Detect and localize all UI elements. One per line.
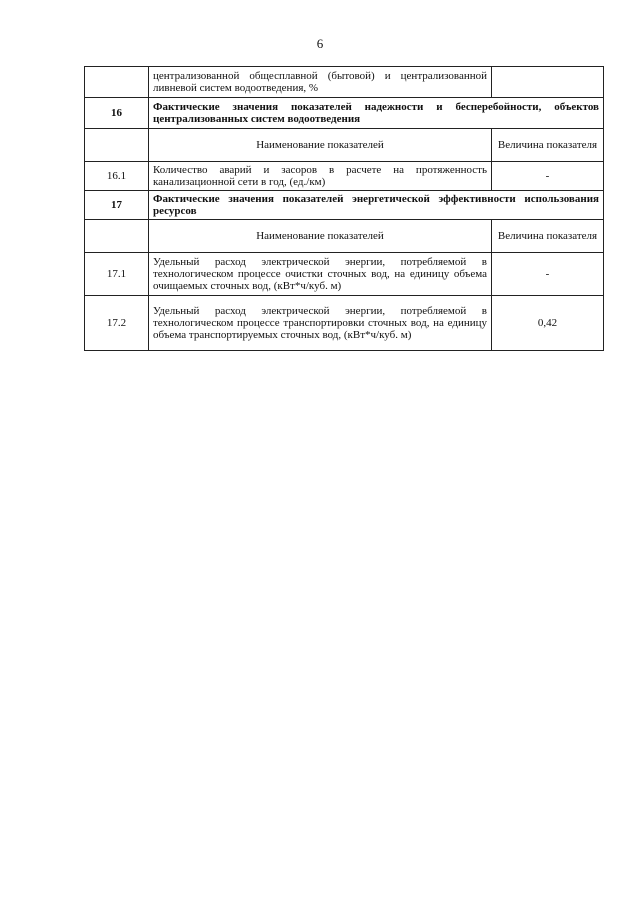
- section-number-cell: 17: [85, 191, 149, 220]
- column-header-row: [85, 129, 604, 162]
- page-number: 6: [316, 36, 324, 51]
- table-row: [85, 67, 604, 98]
- row-number-cell: 17.2: [85, 296, 149, 351]
- indicator-value-cell: 0,42: [492, 296, 604, 351]
- section-header-row: [85, 98, 604, 129]
- table-row: [85, 296, 604, 351]
- section-header-row: [85, 191, 604, 220]
- column-header-value: Величина показателя: [492, 220, 604, 253]
- indicator-name-cell: Удельный расход электрической энергии, потребляемой в технологическом процессе транспортировки сточных вод, на единицу объема транспортируемых сточных вод, (кВт*ч/куб. м): [149, 296, 492, 351]
- indicators-table: [84, 66, 604, 351]
- table-row: [85, 253, 604, 296]
- indicator-value-cell: -: [492, 253, 604, 296]
- indicator-value-cell: -: [492, 162, 604, 191]
- section-title-cell: Фактические значения показателей надежности и бесперебойности, объектов централизованных систем водоотведения: [149, 98, 604, 129]
- column-header-row: [85, 220, 604, 253]
- indicator-name-cell: централизованной общесплавной (бытовой) и централизованной ливневой систем водоотведения, %: [149, 67, 492, 98]
- column-header-name: Наименование показателей: [149, 220, 492, 253]
- indicator-value-cell: [492, 67, 604, 98]
- indicator-name-cell: Количество аварий и засоров в расчете на протяженность канализационной сети в год, (ед./км): [149, 162, 492, 191]
- row-number-cell: 16.1: [85, 162, 149, 191]
- empty-cell: [85, 129, 149, 162]
- indicator-name-cell: Удельный расход электрической энергии, потребляемой в технологическом процессе очистки сточных вод, на единицу объема очищаемых сточных вод, (кВт*ч/куб. м): [149, 253, 492, 296]
- table-row: [85, 162, 604, 191]
- row-number-cell: 17.1: [85, 253, 149, 296]
- empty-cell: [85, 220, 149, 253]
- column-header-value: Величина показателя: [492, 129, 604, 162]
- section-title-cell: Фактические значения показателей энергетической эффективности использования ресурсов: [149, 191, 604, 220]
- column-header-name: Наименование показателей: [149, 129, 492, 162]
- row-number-cell: [85, 67, 149, 98]
- section-number-cell: 16: [85, 98, 149, 129]
